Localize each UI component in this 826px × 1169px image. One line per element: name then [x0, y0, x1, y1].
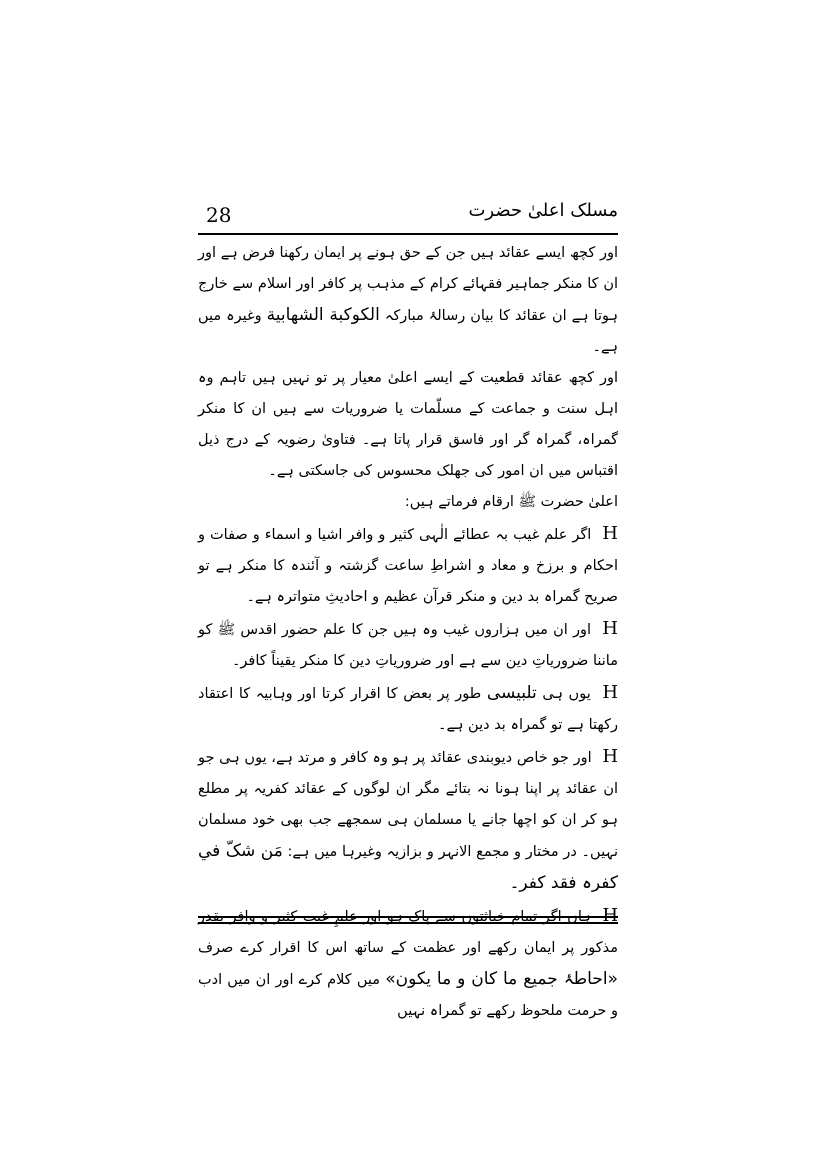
footer-rule	[198, 916, 618, 918]
list-item: H اگر علم غیب بہ عطائے الٰہی کثیر و وافر اشیا و اسماء و صفات و احکام و برزخ و معاد و اشراطِ ساعت گزشتہ و آئندہ کا منکر ہے تو صریح گمراہ بد دین و منکر قرآن عظیم و احادیثِ متواترہ ہے۔	[198, 523, 618, 605]
arabic-quote: «احاطۂ جمیع ما کان و ما یکون»	[385, 969, 618, 989]
bullet-marker: H	[602, 523, 618, 544]
paragraph: اور کچھ عقائد قطعیت کے ایسے اعلیٰ معیار پر تو نہیں ہیں تاہم وہ اہل سنت و جماعت کے مسلّمات یا ضروریات سے ہیں ان کا منکر گمراہ، گمراہ گر اور فاسق قرار پاتا ہے۔ فتاویٰ رضویہ کے درج ذیل اقتباس میں ان امور کی جھلک محسوس کی جاسکتی ہے۔	[198, 370, 618, 479]
page-number: 28	[206, 203, 232, 227]
list-item: H اور جو خاص دیوبندی عقائد پر ہو وہ کافر و مرتد ہے، یوں ہی جو ان عقائد پر اپنا ہونا نہ بتائے مگر ان لوگوں کے عقائد کفریہ پر مطلع ہو کر ان کو اچھا جانے یا مسلمان ہی سمجھے جب بھی خود مسلمان نہیں۔ در مختار و مجمع الانہر و بزازیہ وغیرہا میں ہے: مَن شکّ في کفرہ فقد کفر۔	[198, 746, 619, 893]
list-item: H ہاں اگر تمام خباثتوں سے پاک ہو اور علمِ غیب کثیر و وافر بقدر مذکور پر ایمان رکھے اور عظمت کے ساتھ اس کا اقرار کرے صرف «احاطۂ جمیع ما کان و ما یکون» میں کلام کرے اور ان میں ادب و حرمت ملحوظ رکھے تو گمراہ نہیں	[198, 905, 619, 1019]
page-header	[198, 200, 618, 230]
footer-rule	[198, 922, 618, 924]
arabic-title: الکوکبة الشھابیة	[266, 305, 380, 325]
body-text	[198, 238, 618, 1027]
running-title: مسلک اعلیٰ حضرت	[468, 200, 618, 221]
list-item: H یوں ہی تلبیسی طور پر بعض کا اقرار کرتا اور وہابیہ کا اعتقاد رکھتا ہے تو گمراہ بد دین ہے۔	[198, 682, 619, 733]
header-rule	[198, 233, 618, 235]
bullet-marker: H	[602, 746, 619, 767]
arabic-quote: مَن شکّ في کفرہ فقد کفر۔	[198, 841, 618, 893]
quote-intro: اعلیٰ حضرت ﷺ ارقام فرماتے ہیں:	[404, 494, 618, 510]
bullet-marker: H	[602, 905, 619, 926]
list-item: H اور ان میں ہزاروں غیب وہ ہیں جن کا علم حضور اقدس ﷺ کو ماننا ضروریاتِ دین سے ہے اور ضروریاتِ دین کا منکر یقیناً کافر۔	[198, 618, 618, 669]
bullet-marker: H	[602, 682, 619, 703]
paragraph: اور کچھ ایسے عقائد ہیں جن کے حق ہونے پر ایمان رکھنا فرض ہے اور ان کا منکر جماہیر فقہائے کرام کے مذہب پر کافر اور اسلام سے خارج ہوتا ہے ان عقائد کا بیان رسالۂ مبارکہ الکوکبة الشھابیة وغیرہ میں ہے۔	[198, 245, 619, 355]
bullet-marker: H	[602, 618, 618, 639]
